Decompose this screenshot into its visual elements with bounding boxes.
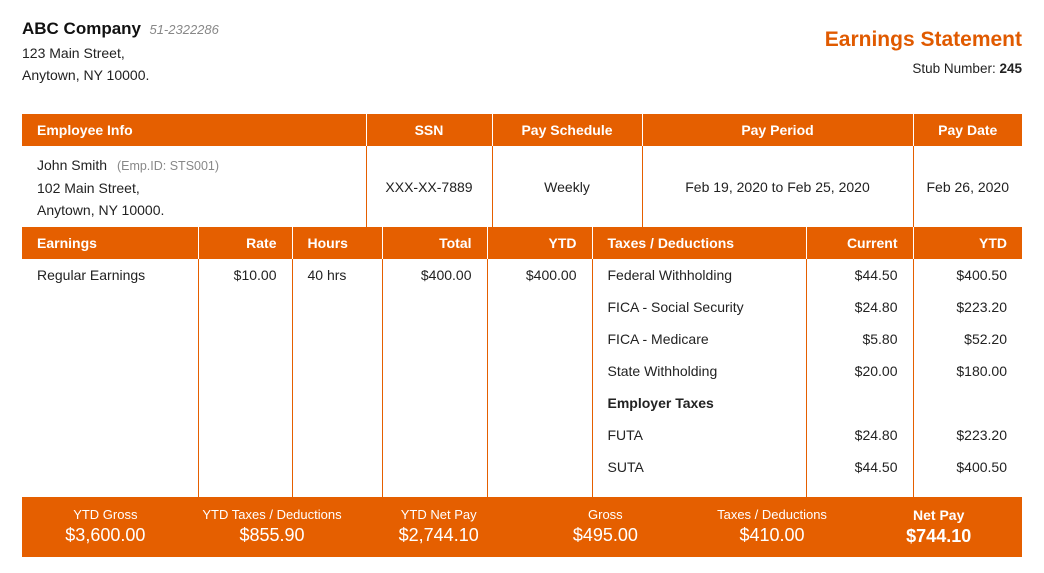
header-pay-date: Pay Date xyxy=(938,122,998,138)
deduction-current: $5.80 xyxy=(862,331,898,347)
deduction-current: $44.50 xyxy=(854,267,898,283)
summary-value: $3,600.00 xyxy=(65,525,146,545)
employee-name: John Smith xyxy=(37,156,108,173)
deduction-name: FICA - Medicare xyxy=(607,331,709,347)
deduction-ytd xyxy=(914,387,1008,419)
employee-table-row xyxy=(22,146,1022,228)
deduction-name: FUTA xyxy=(607,427,644,443)
summary-label: YTD Gross xyxy=(73,507,138,522)
summary-label: Taxes / Deductions xyxy=(717,507,827,522)
pay-schedule-value: Weekly xyxy=(492,146,642,228)
summary-bar xyxy=(22,497,1022,557)
header-earnings-ytd: YTD xyxy=(487,227,592,259)
deduction-current: $20.00 xyxy=(854,363,898,379)
pay-date-value: Feb 26, 2020 xyxy=(926,179,1009,195)
earning-rate: $10.00 xyxy=(233,267,277,283)
summary-net-pay xyxy=(855,497,1022,557)
earnings-name-col xyxy=(22,259,198,529)
header-deductions-ytd: YTD xyxy=(979,235,1007,251)
earnings-table-body xyxy=(22,259,1022,529)
summary-value: $410.00 xyxy=(739,525,805,545)
company-ein: 51-2322286 xyxy=(149,22,219,37)
summary-label: Gross xyxy=(588,507,623,522)
deduction-ytd: $400.50 xyxy=(956,267,1007,283)
header-rate: Rate xyxy=(198,227,292,259)
earnings-rate-col xyxy=(198,259,292,529)
company-address xyxy=(22,42,219,86)
statement-header xyxy=(825,28,1022,76)
earning-total: $400.00 xyxy=(420,267,472,283)
deduction-current xyxy=(807,387,898,419)
company-block xyxy=(22,19,219,86)
summary-gross xyxy=(522,497,689,557)
header-pay-schedule: Pay Schedule xyxy=(492,114,642,146)
header-current: Current xyxy=(806,227,913,259)
header-earnings: Earnings xyxy=(22,227,198,259)
deductions-name-col xyxy=(592,259,806,529)
earning-hours: 40 hrs xyxy=(307,267,347,283)
summary-label: YTD Taxes / Deductions xyxy=(202,507,342,522)
summary-label: YTD Net Pay xyxy=(400,507,477,522)
header-pay-period: Pay Period xyxy=(642,114,913,146)
document-title: Earnings Statement xyxy=(824,28,1022,51)
company-name: ABC Company xyxy=(22,19,142,38)
deduction-ytd: $223.20 xyxy=(956,299,1007,315)
deduction-ytd: $223.20 xyxy=(956,427,1007,443)
summary-taxes xyxy=(689,497,856,557)
summary-ytd-gross xyxy=(22,497,189,557)
deduction-name: Federal Withholding xyxy=(607,267,733,283)
summary-value: $855.90 xyxy=(239,525,305,545)
deduction-current: $24.80 xyxy=(854,427,898,443)
ssn-value: XXX-XX-7889 xyxy=(366,146,492,228)
stub-value: 245 xyxy=(999,61,1022,76)
summary-ytd-net-pay xyxy=(355,497,522,557)
stub-number xyxy=(825,61,1022,76)
earnings-ytd-col xyxy=(487,259,592,529)
summary-value: $744.10 xyxy=(906,526,972,546)
deduction-ytd: $400.50 xyxy=(956,459,1007,475)
header-employee-info: Employee Info xyxy=(22,114,366,146)
summary-ytd-taxes xyxy=(189,497,356,557)
earning-ytd: $400.00 xyxy=(525,267,577,283)
deductions-current-col xyxy=(806,259,913,529)
company-address-line1: 123 Main Street, xyxy=(22,45,125,61)
deduction-ytd: $52.20 xyxy=(964,331,1007,347)
deduction-current: $44.50 xyxy=(854,459,898,475)
employee-address-line2: Anytown, NY 10000. xyxy=(37,201,165,218)
employee-address-line1: 102 Main Street, xyxy=(37,179,140,196)
deduction-name: FICA - Social Security xyxy=(607,299,744,315)
employee-table-header xyxy=(22,114,1022,146)
company-address-line2: Anytown, NY 10000. xyxy=(22,67,150,83)
employee-id: (Emp.ID: STS001) xyxy=(116,158,220,173)
earnings-total-col xyxy=(382,259,487,529)
stub-label: Stub Number: xyxy=(912,61,996,76)
deduction-ytd: $180.00 xyxy=(956,363,1007,379)
header-taxes-deductions: Taxes / Deductions xyxy=(592,227,806,259)
header-hours: Hours xyxy=(292,227,382,259)
deduction-name: SUTA xyxy=(607,459,644,475)
deductions-ytd-col xyxy=(913,259,1022,529)
earnings-table xyxy=(22,227,1022,529)
employee-info-cell xyxy=(22,146,366,228)
header-total: Total xyxy=(382,227,487,259)
earnings-hours-col xyxy=(292,259,382,529)
earnings-table-header xyxy=(22,227,1022,259)
deduction-name: State Withholding xyxy=(607,363,718,379)
summary-value: $495.00 xyxy=(572,525,638,545)
summary-label: Net Pay xyxy=(913,507,965,523)
pay-period-value: Feb 19, 2020 to Feb 25, 2020 xyxy=(642,146,913,228)
header-ssn: SSN xyxy=(366,114,492,146)
employee-info-table xyxy=(22,114,1022,228)
deduction-current: $24.80 xyxy=(854,299,898,315)
summary-value: $2,744.10 xyxy=(398,525,479,545)
employer-taxes-heading: Employer Taxes xyxy=(607,395,714,411)
earning-name: Regular Earnings xyxy=(37,267,146,283)
